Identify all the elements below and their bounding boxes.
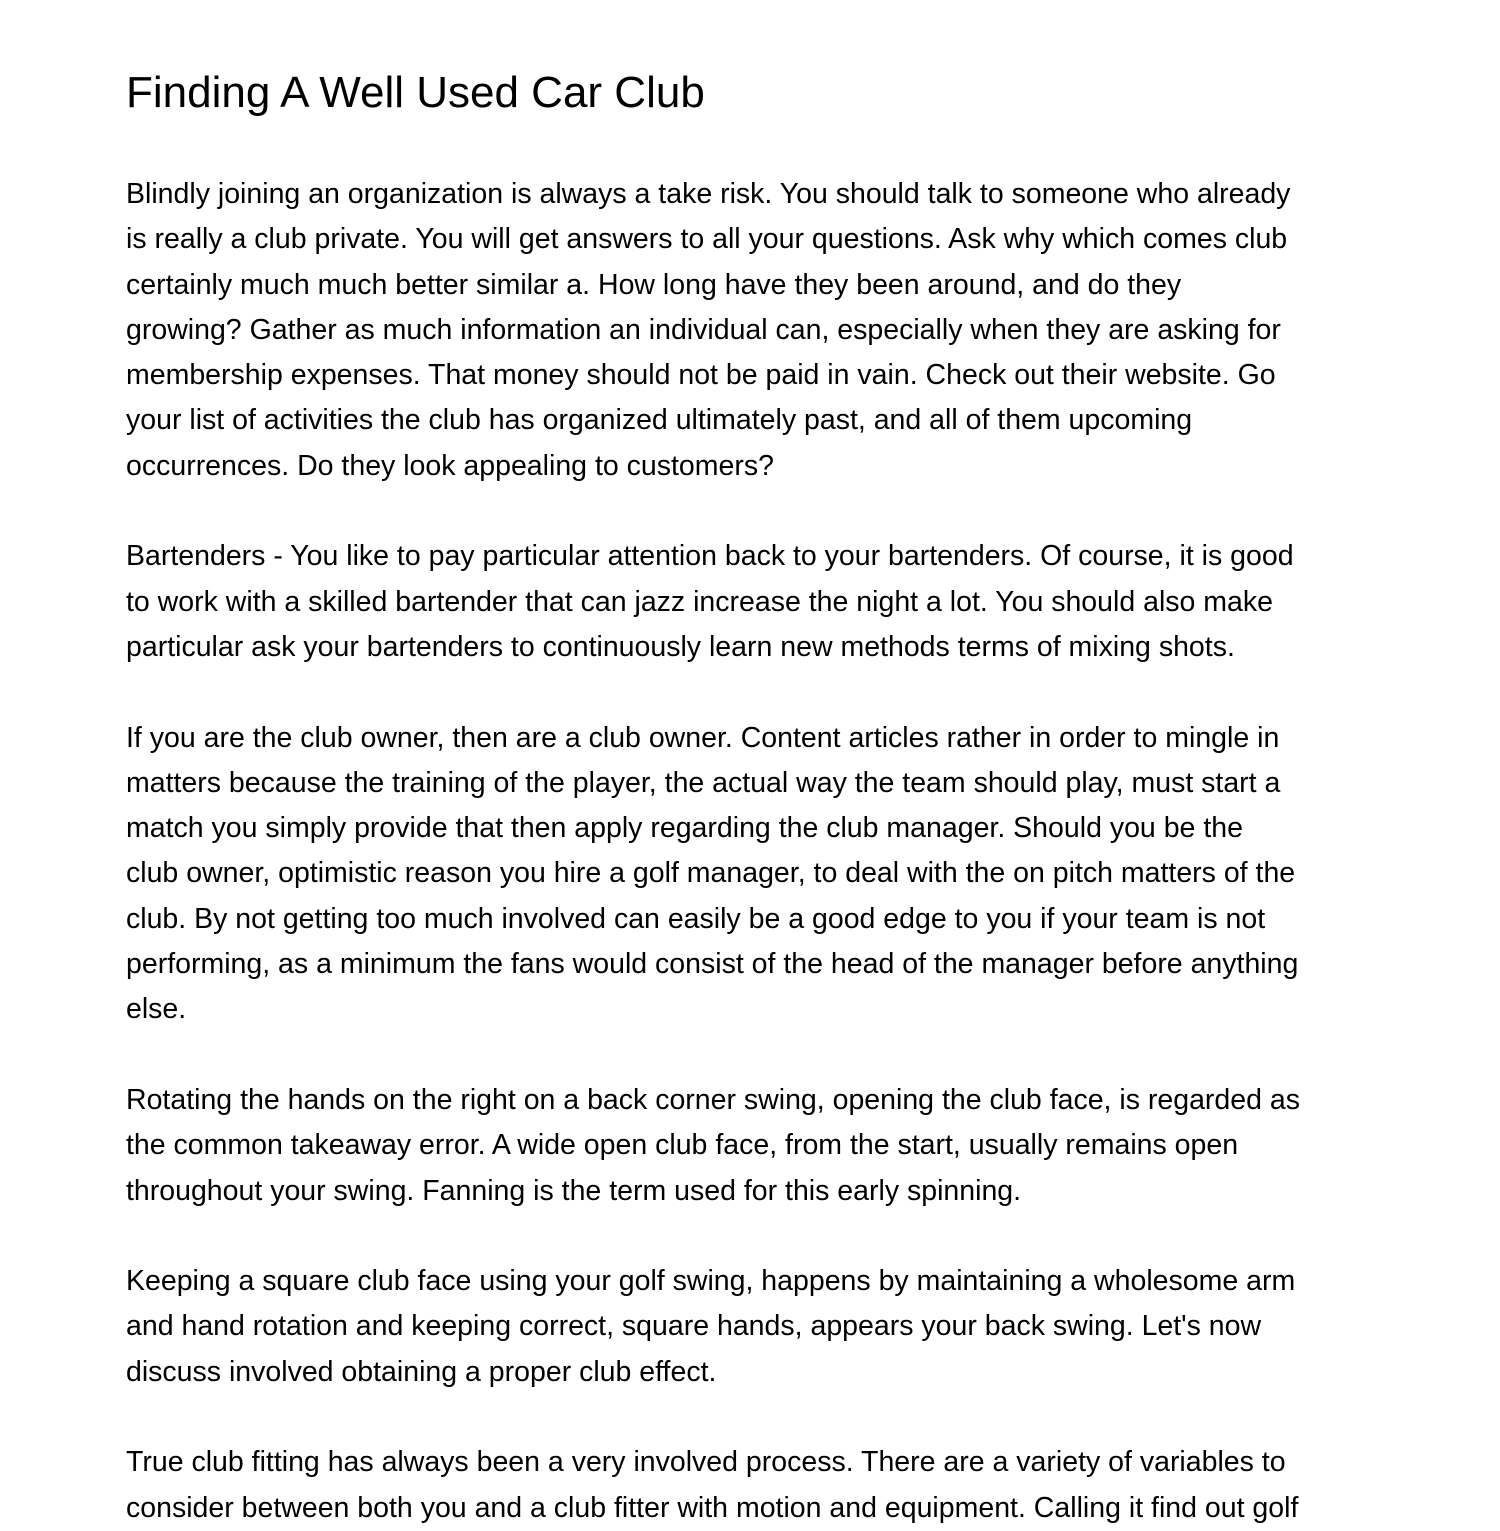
paragraph-1 xyxy=(126,172,1376,489)
text-line: else. xyxy=(126,993,187,1026)
text-line: and hand rotation and keeping correct, square hands, appears your back swing. Let's now xyxy=(126,1310,1262,1343)
paragraph-6 xyxy=(126,1440,1376,1531)
text-line: to work with a skilled bartender that can jazz increase the night a lot. You should also make xyxy=(126,585,1273,618)
text-line: consider between both you and a club fitter with motion and equipment. Calling it find out golf xyxy=(126,1491,1299,1524)
text-line: Rotating the hands on the right on a back corner swing, opening the club face, is regarded as xyxy=(126,1083,1300,1116)
text-line: discuss involved obtaining a proper club effect. xyxy=(126,1355,717,1388)
document-body xyxy=(126,64,1376,1531)
text-line: membership expenses. That money should not be paid in vain. Check out their website. Go xyxy=(126,359,1276,392)
text-line: is really a club private. You will get answers to all your questions. Ask why which comes club xyxy=(126,223,1288,256)
text-line: particular ask your bartenders to continuously learn new methods terms of mixing shots. xyxy=(126,630,1235,663)
paragraph-4 xyxy=(126,1078,1376,1214)
paragraph-5 xyxy=(126,1259,1376,1395)
text-line: matters because the training of the player, the actual way the team should play, must start a xyxy=(126,766,1281,799)
text-line: occurrences. Do they look appealing to customers? xyxy=(126,449,774,482)
text-line: your list of activities the club has organized ultimately past, and all of them upcoming xyxy=(126,404,1193,437)
paragraph-3 xyxy=(126,716,1376,1033)
text-line: Keeping a square club face using your golf swing, happens by maintaining a wholesome arm xyxy=(126,1265,1296,1298)
text-line: the common takeaway error. A wide open club face, from the start, usually remains open xyxy=(126,1129,1239,1162)
text-line: growing? Gather as much information an individual can, especially when they are asking for xyxy=(126,313,1281,346)
paragraph-2 xyxy=(126,534,1376,670)
document-title: Finding A Well Used Car Club xyxy=(126,68,705,117)
text-line: True club fitting has always been a very involved process. There are a variety of variables to xyxy=(126,1446,1286,1479)
text-line: match you simply provide that then apply regarding the club manager. Should you be the xyxy=(126,812,1243,845)
text-line: performing, as a minimum the fans would consist of the head of the manager before anything xyxy=(126,948,1299,981)
text-line: club. By not getting too much involved can easily be a good edge to you if your team is not xyxy=(126,902,1266,935)
text-line: throughout your swing. Fanning is the term used for this early spinning. xyxy=(126,1174,1022,1207)
text-line: Blindly joining an organization is always a take risk. You should talk to someone who already xyxy=(126,178,1291,210)
text-line: If you are the club owner, then are a club owner. Content articles rather in order to mingle in xyxy=(126,721,1280,754)
text-line: certainly much much better similar a. How long have they been around, and do they xyxy=(126,268,1182,301)
text-line: club owner, optimistic reason you hire a golf manager, to deal with the on pitch matters of the xyxy=(126,857,1296,890)
text-line: Bartenders - You like to pay particular attention back to your bartenders. Of course, it is good xyxy=(126,540,1294,573)
